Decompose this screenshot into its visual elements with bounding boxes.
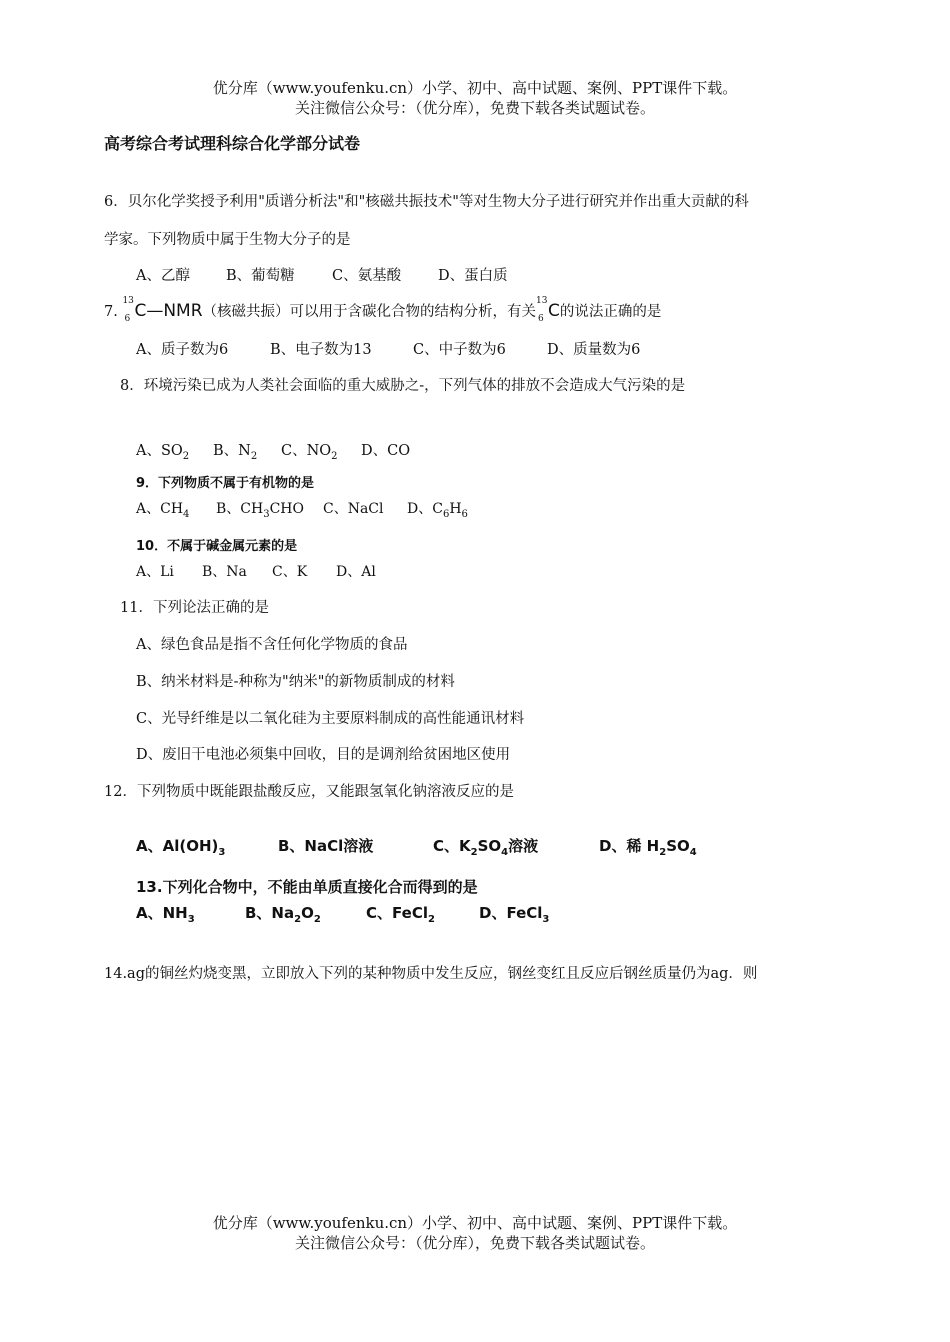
option-d: D、$C_6H_6$	[407, 501, 468, 520]
header-line-1: 优分库（www.youfenku.cn）小学、初中、高中试题、案例、PPT课件下载。	[212, 79, 738, 97]
question-13: 13.下列化合物中，不能由单质直接化合而得到的是	[136, 878, 478, 896]
question-6-line-1: 6．贝尔化学奖授予利用"质谱分析法"和"核磁共振技术"等对生物大分子进行研究并作出重大贡献的科	[104, 194, 749, 210]
question-6-options	[136, 264, 508, 285]
option-b: B、$CH_3CHO$	[216, 501, 304, 520]
option-a: A、$NH_3$	[136, 904, 195, 925]
option-a: A、质子数为6	[136, 342, 229, 358]
option-d: D、Al	[336, 564, 376, 580]
question-8-options	[136, 439, 410, 460]
option-c: C、$K_2SO_4$溶液	[433, 837, 539, 858]
option-b: B、$N_2$	[213, 443, 258, 462]
option-b: B、Na	[202, 564, 247, 580]
option-a: A、Li	[136, 564, 174, 580]
mass-number: 13	[536, 296, 548, 306]
option-d: D、蛋白质	[438, 268, 508, 284]
element-symbol: C	[548, 301, 560, 321]
option-c: C、NaCl	[323, 501, 384, 517]
question-7-mid: （核磁共振）可以用于含碳化合物的结构分析，有关	[202, 304, 537, 320]
question-11-option-a: A、绿色食品是指不含任何化学物质的食品	[136, 637, 408, 653]
option-d: D、质量数为6	[547, 342, 641, 358]
option-c: C、FeCl$_2$	[366, 904, 435, 925]
option-d: D、FeCl$_3$	[479, 904, 550, 925]
option-c: C、$NO_2$	[281, 443, 338, 462]
question-6-line-2: 学家。下列物质中属于生物大分子的是	[104, 232, 351, 248]
footer-line-1: 优分库（www.youfenku.cn）小学、初中、高中试题、案例、PPT课件下载。	[212, 1214, 738, 1232]
question-7	[104, 296, 662, 324]
option-b: B、NaCl溶液	[278, 837, 374, 855]
option-c: C、K	[272, 564, 308, 580]
question-10-options	[136, 561, 376, 581]
question-11: 11．下列论法正确的是	[120, 600, 269, 616]
question-7-number: 7.	[104, 304, 118, 320]
page-title: 高考综合考试理科综合化学部分试卷	[104, 134, 361, 153]
option-a: A、$Al(OH)_3$	[136, 837, 226, 858]
question-9-options	[136, 498, 468, 518]
option-a: A、乙醇	[136, 268, 190, 284]
question-11-option-d: D、废旧干电池必须集中回收，目的是调剂给贫困地区使用	[136, 747, 511, 763]
question-12: 12．下列物质中既能跟盐酸反应，又能跟氢氧化钠溶液反应的是	[104, 784, 514, 800]
option-c: C、中子数为6	[413, 342, 506, 358]
option-b: B、$Na_2O_2$	[245, 904, 321, 925]
question-11-option-b: B、纳米材料是-种称为"纳米"的新物质制成的材料	[136, 674, 455, 690]
option-d: D、CO	[361, 443, 411, 459]
header-line-2: 关注微信公众号：（优分库），免费下载各类试题试卷。	[294, 99, 655, 117]
option-b: B、电子数为13	[270, 342, 372, 358]
question-14: 14.ag的铜丝灼烧变黑，立即放入下列的某种物质中发生反应，钢丝变红且反应后钢丝质量仍为ag．则	[104, 966, 758, 982]
nmr-label: C—NMR	[134, 301, 203, 321]
footer-line-2: 关注微信公众号：（优分库），免费下载各类试题试卷。	[294, 1234, 655, 1252]
question-7-end: 的说法正确的是	[559, 304, 662, 320]
option-d: D、稀 $H_2SO_4$	[599, 837, 697, 858]
isotope-notation-2	[536, 296, 548, 324]
question-8: 8．环境污染已成为人类社会面临的重大威胁之-，下列气体的排放不会造成大气污染的是	[120, 378, 686, 394]
question-12-options	[136, 835, 697, 856]
option-a: A、$CH_4$	[136, 501, 190, 520]
option-b: B、葡萄糖	[226, 268, 295, 284]
question-7-options	[136, 338, 640, 359]
atomic-number: 6	[538, 314, 544, 324]
atomic-number: 6	[124, 314, 131, 324]
question-9: 9．下列物质不属于有机物的是	[136, 476, 315, 491]
mass-number: 13	[122, 296, 134, 306]
question-10: 10．不属于碱金属元素的是	[136, 539, 298, 554]
option-a: A、$SO_2$	[136, 443, 190, 462]
option-c: C、氨基酸	[332, 268, 402, 284]
question-13-options	[136, 902, 549, 923]
question-11-option-c: C、光导纤维是以二氧化硅为主要原料制成的高性能通讯材料	[136, 711, 525, 727]
isotope-notation	[122, 296, 134, 324]
